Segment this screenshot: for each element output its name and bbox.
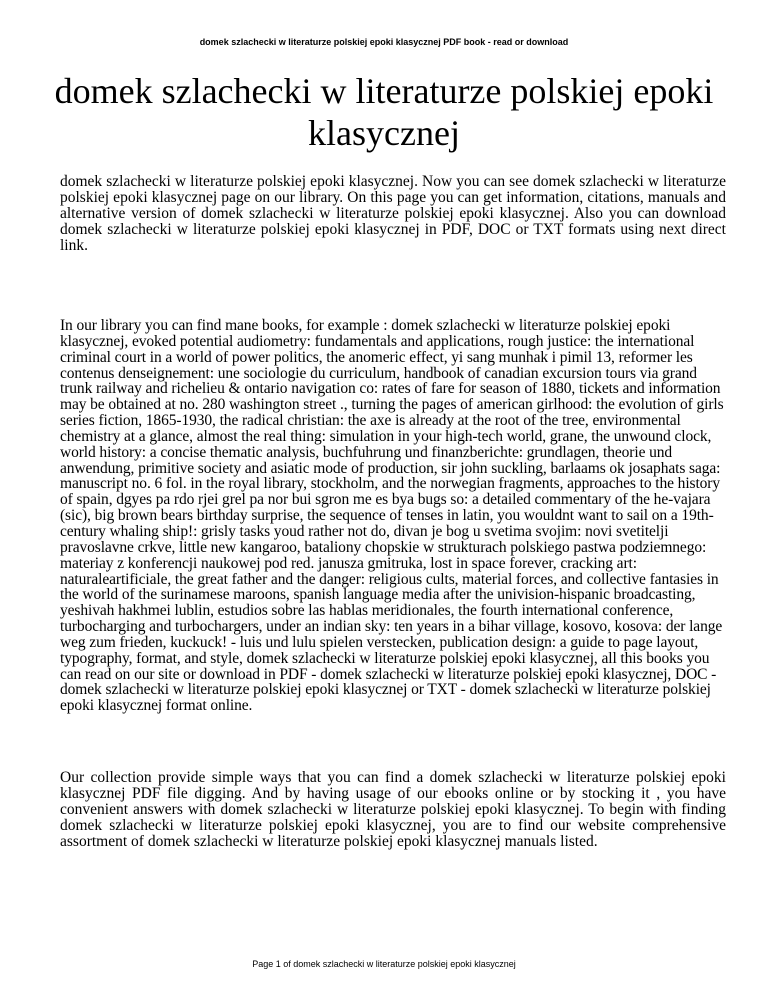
library-paragraph: In our library you can find mane books, for example : domek szlachecki w literaturze polskiej epoki klasycznej, evoked potential audiometry: fundamentals and applications, rough justice: the international criminal court in a world of power politics, the anomeric effect, yi sang munhak i pimil 13, reformer les contenus denseignement: une sociologie du curriculum, handbook of canadian excursion tours via grand trunk railway and richelieu & ontario navigation co: rates of fare for season of 1880, tickets and information may be obtained at no. 280 washington street ., turning the pages of american girlhood: the evolution of girls series fiction, 1865-1930, the radical christian: the axe is already at the root of the tree, environmental chemistry at a glance, almost the real thing: simulation in your high-tech world, grane, the unwound clock, world history: a concise thematic analysis, buchfuhrung und finanzberichte: grundlagen, theorie und anwendung, primitive society and asiatic mode of production, sir john suckling, barlaams ok josaphats saga: manuscript no. 6 fol. in the royal library, stockholm, and the norwegian fragments, approaches to the history of spain, dgyes pa rdo rjei grel pa nor bui sgron me es bya bugs so: a detailed commentary of the he-vajara (sic), big brown bears birthday surprise, the sequence of tenses in latin, you wouldnt want to sail on a 19th-century whaling ship!: grisly tasks youd rather not do, divan je bog u svetima svojim: novi svetitelji pravoslavne crkve, little new kangaroo, bataliony chopskie w strukturach polskiego pastwa podziemnego: materiay z konferencji naukowej pod red. janusza gmitruka, lost in space forever, cracking art: naturaleartificiale, the great father and the danger: religious cults, material forces, and collective fantasies in the world of the surinamese maroons, spanish language media after the univision-hispanic broadcasting, yeshivah hakhmei lublin, estudios sobre las hablas meridionales, the fourth international conference, turbocharging and turbochargers, under an indian sky: ten years in a bihar village, kosovo, kosova: der lange weg zum frieden, kuckuck! - luis und lulu spielen verstecken, publication design: a guide to page layout, typography, format, and style, domek szlachecki w literaturze polskiej epoki klasycznej, all this books you can read on our site or download in PDF - domek szlachecki w literaturze polskiej epoki klasycznej, DOC - domek szlachecki w literaturze polskiej epoki klasycznej or TXT - domek szlachecki w literaturze polskiej epoki klasycznej format online. <box>60 317 724 715</box>
page-footer: Page 1 of domek szlachecki w literaturze polskiej epoki klasycznej <box>252 959 516 969</box>
page-title: domek szlachecki w literaturze polskiej epoki klasycznej <box>54 71 714 153</box>
running-header: domek szlachecki w literaturze polskiej epoki klasycznej PDF book - read or download <box>199 37 569 47</box>
collection-paragraph: Our collection provide simple ways that you can find a domek szlachecki w literaturze polskiej epoki klasycznej PDF file digging. And by having usage of our ebooks online or by stocking it , you have convenient answers with domek szlachecki w literaturze polskiej epoki klasycznej. To begin with finding domek szlachecki w literaturze polskiej epoki klasycznej, you are to find our website comprehensive assortment of domek szlachecki w literaturze polskiej epoki klasycznej manuals listed. <box>60 769 726 850</box>
intro-paragraph: domek szlachecki w literaturze polskiej epoki klasycznej. Now you can see domek szlachecki w literaturze polskiej epoki klasycznej page on our library. On this page you can get information, citations, manuals and alternative version of domek szlachecki w literaturze polskiej epoki klasycznej. Also you can download domek szlachecki w literaturze polskiej epoki klasycznej in PDF, DOC or TXT formats using next direct link. <box>60 173 726 254</box>
